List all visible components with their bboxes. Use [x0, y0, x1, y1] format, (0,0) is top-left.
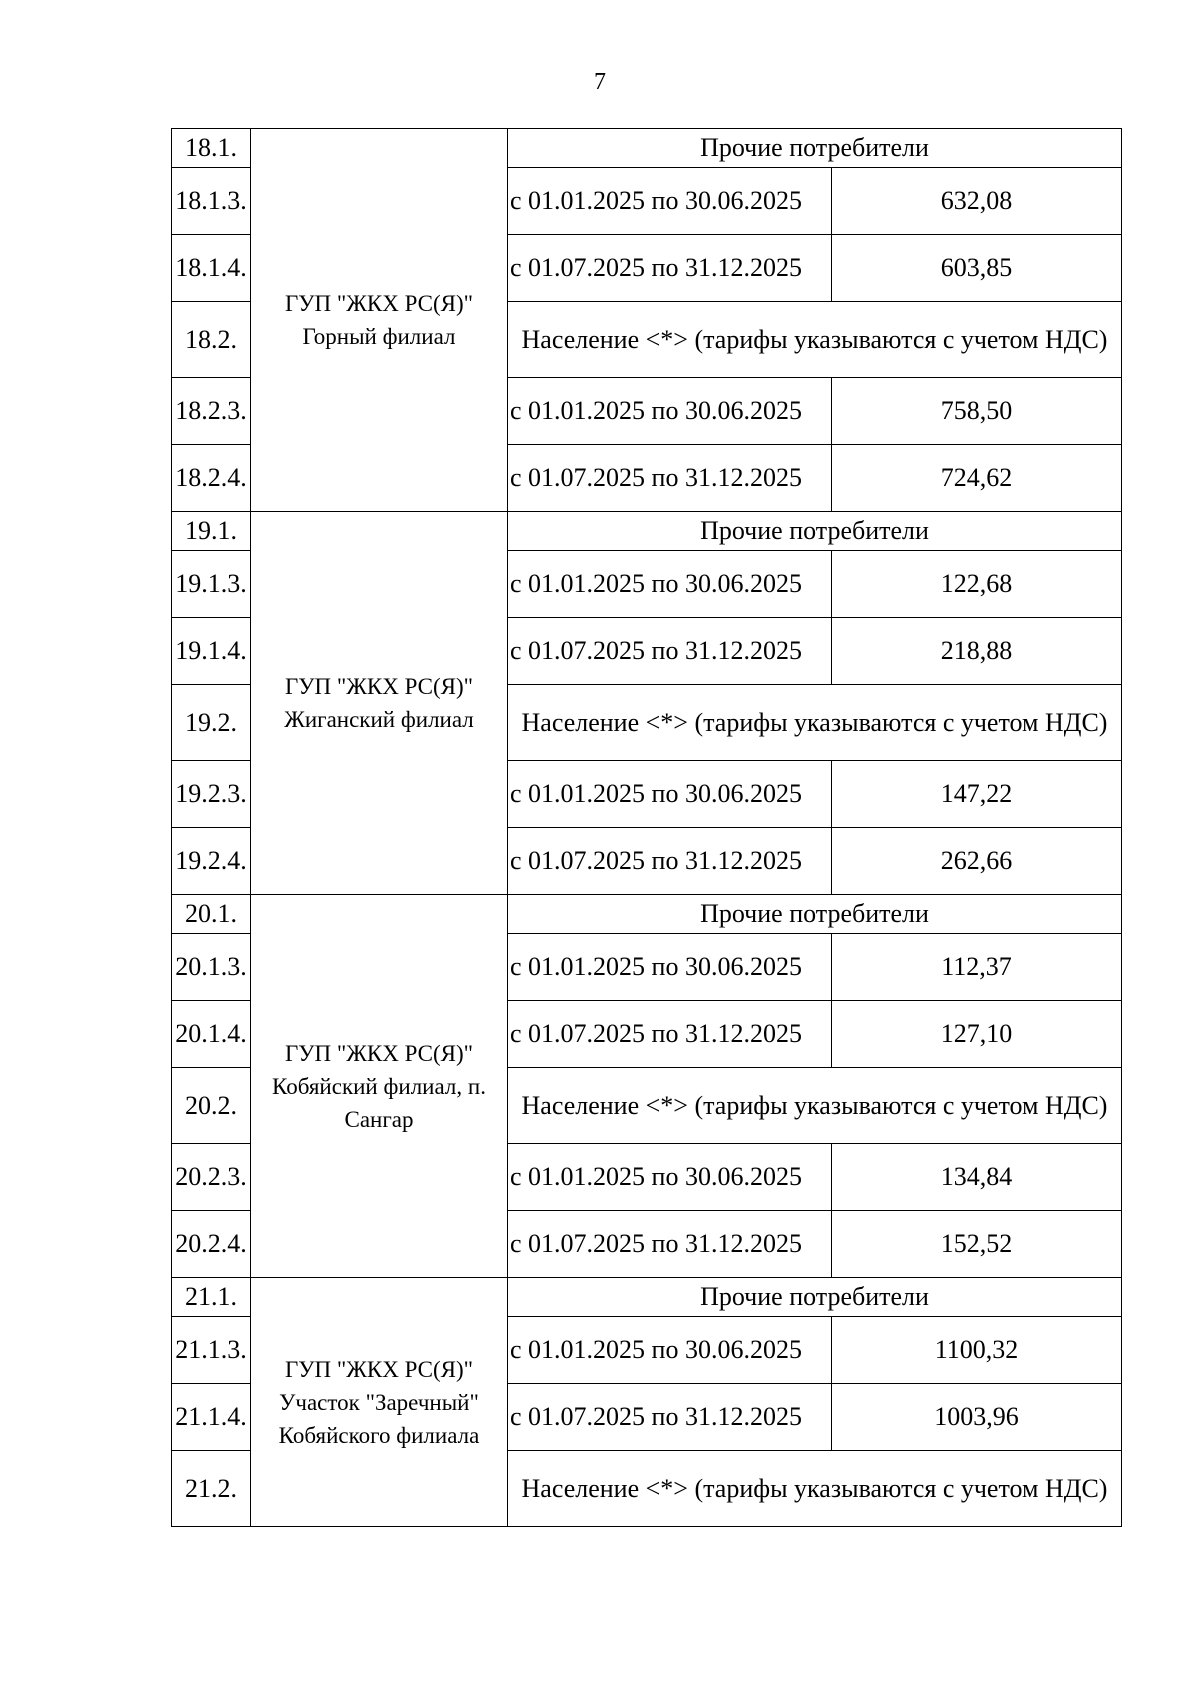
tariff-period: с 01.01.2025 по 30.06.2025 [508, 378, 832, 445]
tariff-value: 152,52 [832, 1211, 1122, 1278]
tariff-value: 1100,32 [832, 1317, 1122, 1384]
tariff-value: 147,22 [832, 761, 1122, 828]
consumer-category: Прочие потребители [508, 1278, 1122, 1317]
tariff-period: с 01.01.2025 по 30.06.2025 [508, 1317, 832, 1384]
tariff-value: 262,66 [832, 828, 1122, 895]
consumer-category: Прочие потребители [508, 512, 1122, 551]
row-number: 20.1.3. [172, 934, 251, 1001]
consumer-category: Население <*> (тарифы указываются с учетом НДС) [508, 1451, 1122, 1527]
tariff-period: с 01.01.2025 по 30.06.2025 [508, 551, 832, 618]
tariff-value: 122,68 [832, 551, 1122, 618]
tariff-period: с 01.07.2025 по 31.12.2025 [508, 1384, 832, 1451]
row-number: 19.2.3. [172, 761, 251, 828]
page-number: 7 [594, 69, 606, 95]
consumer-category: Население <*> (тарифы указываются с учетом НДС) [508, 685, 1122, 761]
tariff-period: с 01.07.2025 по 31.12.2025 [508, 618, 832, 685]
tariff-period: с 01.01.2025 по 30.06.2025 [508, 168, 832, 235]
tariff-period: с 01.07.2025 по 31.12.2025 [508, 1001, 832, 1068]
tariff-value: 603,85 [832, 235, 1122, 302]
row-number: 19.1. [172, 512, 251, 551]
organization-name: ГУП "ЖКХ РС(Я)" Горный филиал [251, 129, 508, 512]
row-number: 20.1.4. [172, 1001, 251, 1068]
row-number: 18.1. [172, 129, 251, 168]
tariff-value: 1003,96 [832, 1384, 1122, 1451]
consumer-category: Прочие потребители [508, 895, 1122, 934]
row-number: 19.1.4. [172, 618, 251, 685]
row-number: 20.2.4. [172, 1211, 251, 1278]
table-row [172, 1278, 1122, 1317]
row-number: 18.2. [172, 302, 251, 378]
row-number: 21.1.4. [172, 1384, 251, 1451]
tariff-period: с 01.07.2025 по 31.12.2025 [508, 1211, 832, 1278]
tariff-value: 632,08 [832, 168, 1122, 235]
tariff-period: с 01.01.2025 по 30.06.2025 [508, 934, 832, 1001]
row-number: 18.2.3. [172, 378, 251, 445]
consumer-category: Население <*> (тарифы указываются с учетом НДС) [508, 1068, 1122, 1144]
table-row [172, 895, 1122, 934]
tariff-period: с 01.01.2025 по 30.06.2025 [508, 1144, 832, 1211]
organization-name: ГУП "ЖКХ РС(Я)" Кобяйский филиал, п. Сангар [251, 895, 508, 1278]
row-number: 21.1.3. [172, 1317, 251, 1384]
organization-name: ГУП "ЖКХ РС(Я)" Участок "Заречный" Кобяйского филиала [251, 1278, 508, 1527]
tariff-period: с 01.07.2025 по 31.12.2025 [508, 445, 832, 512]
row-number: 18.1.3. [172, 168, 251, 235]
row-number: 18.2.4. [172, 445, 251, 512]
row-number: 19.2.4. [172, 828, 251, 895]
row-number: 21.1. [172, 1278, 251, 1317]
row-number: 18.1.4. [172, 235, 251, 302]
consumer-category: Прочие потребители [508, 129, 1122, 168]
tariff-value: 758,50 [832, 378, 1122, 445]
tariff-period: с 01.01.2025 по 30.06.2025 [508, 761, 832, 828]
table-row [172, 512, 1122, 551]
table-row [172, 129, 1122, 168]
row-number: 20.1. [172, 895, 251, 934]
row-number: 19.2. [172, 685, 251, 761]
row-number: 19.1.3. [172, 551, 251, 618]
tariff-period: с 01.07.2025 по 31.12.2025 [508, 828, 832, 895]
tariff-table [171, 128, 1122, 1527]
row-number: 21.2. [172, 1451, 251, 1527]
organization-name: ГУП "ЖКХ РС(Я)" Жиганский филиал [251, 512, 508, 895]
tariff-value: 724,62 [832, 445, 1122, 512]
tariff-value: 127,10 [832, 1001, 1122, 1068]
tariff-period: с 01.07.2025 по 31.12.2025 [508, 235, 832, 302]
row-number: 20.2.3. [172, 1144, 251, 1211]
consumer-category: Население <*> (тарифы указываются с учетом НДС) [508, 302, 1122, 378]
tariff-value: 112,37 [832, 934, 1122, 1001]
tariff-value: 134,84 [832, 1144, 1122, 1211]
tariff-value: 218,88 [832, 618, 1122, 685]
row-number: 20.2. [172, 1068, 251, 1144]
